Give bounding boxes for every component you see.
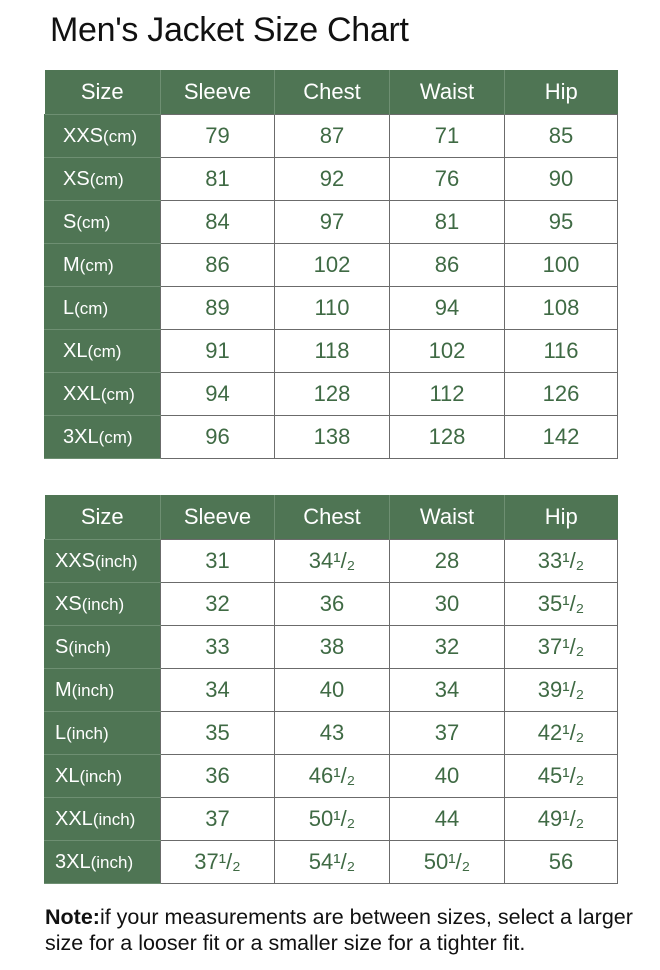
sleeve-cell: 86 (161, 244, 275, 287)
chest-cell: 36 (275, 583, 390, 626)
sleeve-cell: 37 (161, 798, 275, 841)
inch-table-body (45, 540, 618, 884)
chest-cell: 97 (275, 201, 390, 244)
waist-cell: 34 (390, 669, 505, 712)
size-unit: (cm) (74, 298, 109, 318)
size-label: S (55, 635, 69, 658)
size-cell (45, 330, 161, 373)
size-label: 3XL (63, 425, 99, 448)
size-unit: (inch) (79, 766, 122, 786)
size-unit: (inch) (81, 594, 125, 614)
chest-cell: 46¹/₂ (275, 755, 390, 798)
hip-cell: 100 (505, 244, 618, 287)
table-row (45, 287, 618, 330)
sleeve-cell: 89 (161, 287, 275, 330)
size-cell (45, 287, 161, 330)
hip-cell: 39¹/₂ (505, 669, 618, 712)
hip-cell: 95 (505, 201, 618, 244)
size-unit: (cm) (89, 169, 124, 189)
size-label: XXS (63, 124, 104, 147)
hip-cell: 108 (505, 287, 618, 330)
waist-cell: 28 (390, 540, 505, 583)
table-row (45, 798, 618, 841)
chest-cell: 118 (275, 330, 390, 373)
chest-cell: 38 (275, 626, 390, 669)
hip-cell: 49¹/₂ (505, 798, 618, 841)
size-unit: (cm) (98, 427, 133, 447)
size-cell (45, 373, 161, 416)
waist-cell: 112 (390, 373, 505, 416)
hip-cell: 37¹/₂ (505, 626, 618, 669)
cm-table-body (45, 115, 618, 459)
hip-cell: 116 (505, 330, 618, 373)
size-label: 3XL (55, 850, 91, 873)
size-unit: (inch) (90, 852, 134, 872)
size-cell (45, 540, 161, 583)
header-hip: Hip (505, 495, 618, 540)
waist-cell: 37 (390, 712, 505, 755)
size-cell (45, 841, 161, 884)
size-unit: (cm) (100, 384, 135, 404)
header-chest: Chest (275, 70, 390, 115)
header-hip: Hip (505, 70, 618, 115)
sleeve-cell: 32 (161, 583, 275, 626)
chest-cell: 40 (275, 669, 390, 712)
size-label: XL (63, 339, 88, 362)
size-label: L (55, 721, 67, 744)
sleeve-cell: 35 (161, 712, 275, 755)
chest-cell: 54¹/₂ (275, 841, 390, 884)
cm-size-table (44, 70, 618, 459)
size-unit: (inch) (95, 551, 138, 571)
chest-cell: 87 (275, 115, 390, 158)
page-title: Men's Jacket Size Chart (50, 11, 409, 49)
hip-cell: 33¹/₂ (505, 540, 618, 583)
size-cell (45, 115, 161, 158)
size-label: XS (63, 167, 90, 190)
size-cell (45, 416, 161, 459)
waist-cell: 76 (390, 158, 505, 201)
size-label: L (63, 296, 75, 319)
note-text: if your measurements are between sizes, select a larger size for a looser fit or a smaller size for a tighter fit. (45, 905, 633, 955)
chest-cell: 110 (275, 287, 390, 330)
waist-cell: 102 (390, 330, 505, 373)
sleeve-cell: 91 (161, 330, 275, 373)
hip-cell: 42¹/₂ (505, 712, 618, 755)
table-row (45, 201, 618, 244)
waist-cell: 40 (390, 755, 505, 798)
chest-cell: 50¹/₂ (275, 798, 390, 841)
hip-cell: 142 (505, 416, 618, 459)
header-size: Size (45, 495, 161, 540)
hip-cell: 35¹/₂ (505, 583, 618, 626)
chest-cell: 43 (275, 712, 390, 755)
waist-cell: 81 (390, 201, 505, 244)
sleeve-cell: 81 (161, 158, 275, 201)
size-label: M (55, 678, 72, 701)
hip-cell: 126 (505, 373, 618, 416)
waist-cell: 86 (390, 244, 505, 287)
size-cell (45, 798, 161, 841)
header-sleeve: Sleeve (161, 495, 275, 540)
sleeve-cell: 31 (161, 540, 275, 583)
sleeve-cell: 37¹/₂ (161, 841, 275, 884)
header-size: Size (45, 70, 161, 115)
size-unit: (cm) (87, 341, 122, 361)
note-label: Note: (45, 905, 100, 929)
header-waist: Waist (390, 70, 505, 115)
sleeve-cell: 94 (161, 373, 275, 416)
hip-cell: 90 (505, 158, 618, 201)
sleeve-cell: 84 (161, 201, 275, 244)
waist-cell: 71 (390, 115, 505, 158)
sleeve-cell: 34 (161, 669, 275, 712)
chest-cell: 34¹/₂ (275, 540, 390, 583)
table-row (45, 244, 618, 287)
size-label: XS (55, 592, 82, 615)
sleeve-cell: 33 (161, 626, 275, 669)
chest-cell: 92 (275, 158, 390, 201)
size-label: XL (55, 764, 80, 787)
waist-cell: 32 (390, 626, 505, 669)
size-label: M (63, 253, 80, 276)
waist-cell: 50¹/₂ (390, 841, 505, 884)
size-cell (45, 712, 161, 755)
waist-cell: 94 (390, 287, 505, 330)
table-header-row (45, 495, 618, 540)
size-unit: (inch) (71, 680, 115, 700)
table-row (45, 540, 618, 583)
table-row (45, 158, 618, 201)
table-row (45, 669, 618, 712)
size-cell (45, 669, 161, 712)
table-row (45, 416, 618, 459)
size-label: XXL (55, 807, 93, 830)
waist-cell: 30 (390, 583, 505, 626)
size-unit: (inch) (66, 723, 109, 743)
table-row (45, 712, 618, 755)
size-cell (45, 244, 161, 287)
table-header-row (45, 70, 618, 115)
size-unit: (cm) (103, 126, 138, 146)
size-unit: (inch) (68, 637, 111, 657)
hip-cell: 56 (505, 841, 618, 884)
sleeve-cell: 96 (161, 416, 275, 459)
size-cell (45, 583, 161, 626)
size-cell (45, 755, 161, 798)
size-unit: (inch) (92, 809, 136, 829)
header-waist: Waist (390, 495, 505, 540)
fit-note (45, 904, 645, 956)
size-label: S (63, 210, 77, 233)
table-row (45, 115, 618, 158)
table-row (45, 373, 618, 416)
size-label: XXS (55, 549, 96, 572)
chest-cell: 102 (275, 244, 390, 287)
table-row (45, 841, 618, 884)
waist-cell: 44 (390, 798, 505, 841)
header-sleeve: Sleeve (161, 70, 275, 115)
header-chest: Chest (275, 495, 390, 540)
sleeve-cell: 79 (161, 115, 275, 158)
size-cell (45, 201, 161, 244)
size-unit: (cm) (76, 212, 111, 232)
table-row (45, 330, 618, 373)
sleeve-cell: 36 (161, 755, 275, 798)
size-cell (45, 158, 161, 201)
chest-cell: 128 (275, 373, 390, 416)
table-row (45, 583, 618, 626)
table-row (45, 755, 618, 798)
chest-cell: 138 (275, 416, 390, 459)
inch-size-table (44, 495, 618, 884)
size-label: XXL (63, 382, 101, 405)
size-unit: (cm) (79, 255, 114, 275)
table-row (45, 626, 618, 669)
size-cell (45, 626, 161, 669)
hip-cell: 85 (505, 115, 618, 158)
hip-cell: 45¹/₂ (505, 755, 618, 798)
waist-cell: 128 (390, 416, 505, 459)
